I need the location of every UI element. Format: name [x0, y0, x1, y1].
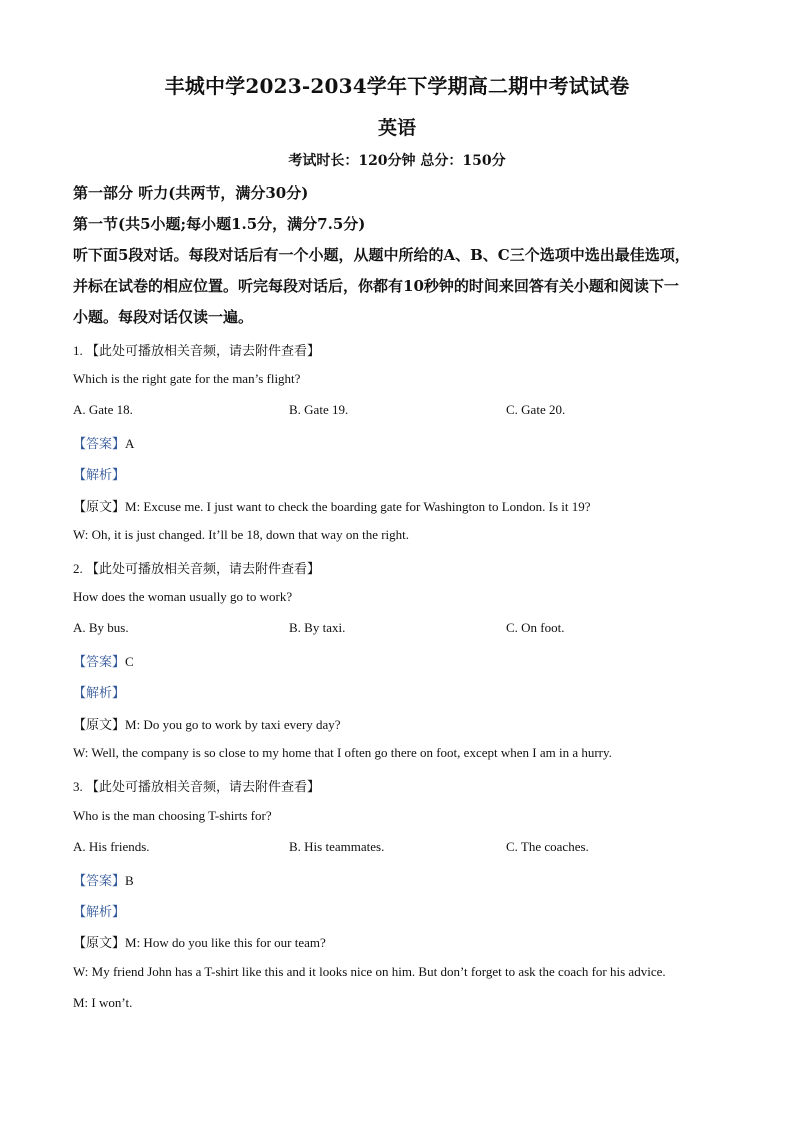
instructions-line-1: 听下面5段对话。每段对话后有一个小题，从题中所给的A、B、C三个选项中选出最佳选项， [73, 246, 690, 264]
option-c: C. The coaches. [506, 839, 589, 854]
audio-note[interactable]: 3. 【此处可播放相关音频，请去附件查看】 [73, 779, 321, 794]
answer-line [73, 870, 134, 889]
audio-note[interactable]: 1. 【此处可播放相关音频，请去附件查看】 [73, 343, 321, 358]
transcript-text: M: Do you go to work by taxi every day? [125, 717, 341, 732]
exam-title: 丰城中学2023-2034学年下学期高二期中考试试卷 [164, 74, 630, 98]
part-heading: 第一部分 听力(共两节，满分30分) [73, 184, 309, 202]
option-a: A. Gate 18. [73, 402, 133, 417]
question-text: Who is the man choosing T-shirts for? [73, 808, 272, 823]
option-b: B. His teammates. [289, 839, 385, 854]
transcript-text: M: How do you like this for our team? [125, 935, 326, 950]
audio-note[interactable]: 2. 【此处可播放相关音频，请去附件查看】 [73, 561, 321, 576]
answer-line [73, 433, 134, 452]
option-a: A. His friends. [73, 839, 150, 854]
original-label: 【原文】 [73, 935, 126, 950]
transcript-line: W: My friend John has a T-shirt like this and it looks nice on him. But don’t forget to ask the coach for his advice. [73, 964, 666, 979]
option-c: C. On foot. [506, 620, 565, 635]
transcript-line: W: Well, the company is so close to my home that I often go there on foot, except when I am in a hurry. [73, 745, 612, 760]
option-b: B. Gate 19. [289, 402, 349, 417]
analysis-label: 【解析】 [73, 467, 126, 482]
original-label: 【原文】 [73, 499, 126, 514]
option-a: A. By bus. [73, 620, 129, 635]
question-text: Which is the right gate for the man’s flight? [73, 371, 301, 386]
transcript-text: M: Excuse me. I just want to check the boarding gate for Washington to London. Is it 19? [125, 499, 591, 514]
subject-title: 英语 [377, 117, 416, 139]
analysis-label: 【解析】 [73, 904, 126, 919]
analysis-label: 【解析】 [73, 685, 126, 700]
instructions-line-3: 小题。每段对话仅读一遍。 [73, 308, 254, 326]
answer-line [73, 651, 134, 670]
answer-value: C [125, 654, 134, 669]
transcript-line: M: I won’t. [73, 995, 133, 1010]
answer-label: 【答案】 [73, 654, 126, 669]
option-b: B. By taxi. [289, 620, 346, 635]
transcript-line [73, 932, 326, 951]
answer-label: 【答案】 [73, 873, 126, 888]
section-heading: 第一节(共5小题;每小题1.5分，满分7.5分) [73, 215, 366, 233]
answer-value: A [125, 436, 135, 451]
original-label: 【原文】 [73, 717, 126, 732]
answer-value: B [125, 873, 134, 888]
transcript-line [73, 496, 591, 515]
instructions-line-2: 并标在试卷的相应位置。听完每段对话后，你都有10秒钟的时间来回答有关小题和阅读下一 [73, 277, 679, 295]
question-text: How does the woman usually go to work? [73, 589, 293, 604]
answer-label: 【答案】 [73, 436, 126, 451]
transcript-line: W: Oh, it is just changed. It’ll be 18, down that way on the right. [73, 527, 410, 542]
option-c: C. Gate 20. [506, 402, 566, 417]
transcript-line [73, 714, 341, 733]
exam-meta: 考试时长：120分钟 总分：150分 [288, 153, 506, 169]
